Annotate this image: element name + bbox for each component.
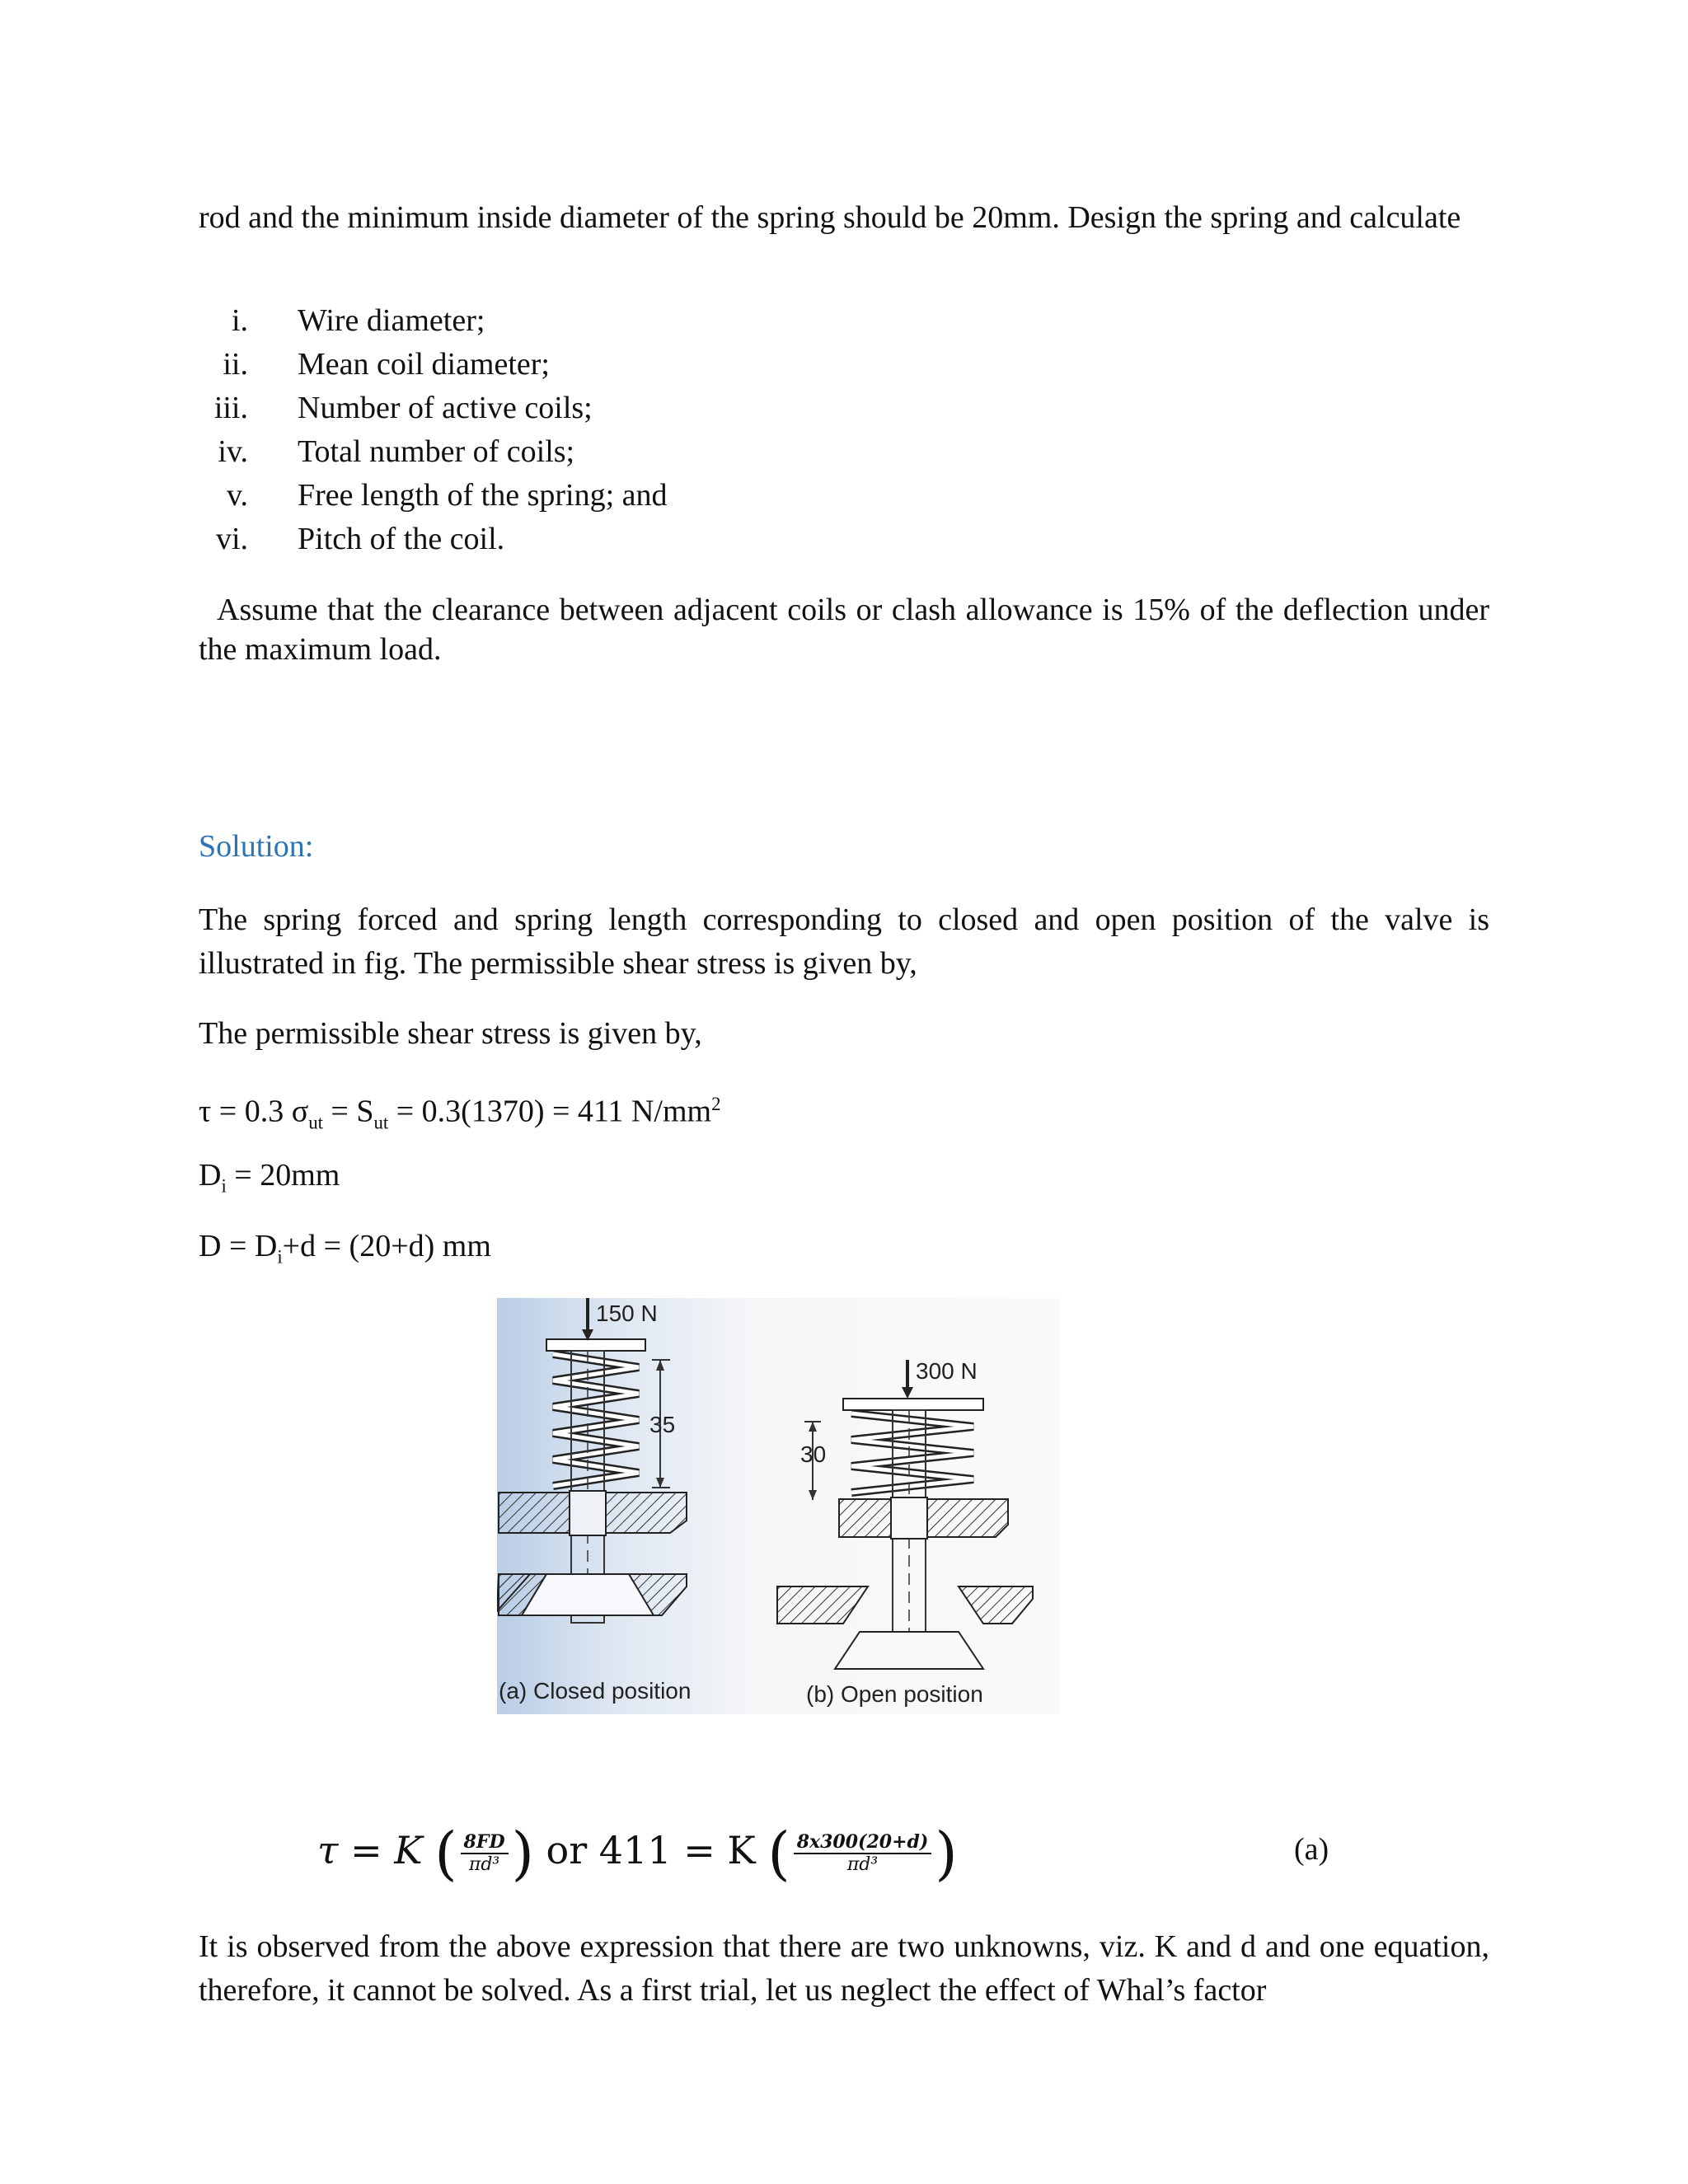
list-label: Mean coil diameter;	[298, 347, 550, 382]
list-item	[199, 387, 940, 430]
solution-paragraph: The spring forced and spring length corresponding to closed and open position of the valve is illustrated in fig. The permissible shear stress is given by,	[199, 902, 1489, 981]
eq-text: τ = 0.3 σ	[199, 1094, 309, 1129]
list-item	[199, 474, 940, 518]
caption-closed-position: (a) Closed position	[499, 1678, 692, 1704]
left-paren: (	[434, 1820, 457, 1887]
list-number: ii.	[223, 347, 248, 382]
list-number: i.	[231, 303, 248, 338]
valve-spring-figure	[497, 1298, 1059, 1714]
closing-paragraph: It is observed from the above expression that there are two unknowns, viz. K and d and one equation, therefore, it cannot be solved. As a first trial, let us neglect the effect of Whal’s factor	[199, 1929, 1489, 2008]
assumption-paragraph: Assume that the clearance between adjacent coils or clash allowance is 15% of the deflection under the maximum load.	[199, 593, 1489, 667]
eq-text: D = D	[199, 1229, 278, 1263]
list-label: Number of active coils;	[298, 391, 593, 425]
fraction-2-numerator: 8x300(20+d)	[794, 1831, 932, 1854]
eq-subscript: ut	[308, 1112, 323, 1133]
dimension-closed-label: 35	[649, 1412, 676, 1437]
eq-text: +d = (20+d) mm	[282, 1229, 491, 1263]
requirements-list	[199, 299, 940, 561]
right-paren: )	[511, 1820, 534, 1887]
list-item	[199, 518, 940, 561]
eq-text: = 0.3(1370) = 411 N/mm	[388, 1094, 712, 1129]
fraction-2	[794, 1831, 932, 1876]
eq-text: = 20mm	[226, 1158, 340, 1193]
formula-expression	[317, 1809, 958, 1895]
solution-heading: Solution:	[199, 829, 314, 864]
fraction-1	[461, 1831, 509, 1876]
solution-paragraph-2: The permissible shear stress is given by,	[199, 1016, 702, 1051]
eq-subscript: i	[277, 1246, 283, 1268]
list-item	[199, 343, 940, 387]
caption-open-position: (b) Open position	[806, 1681, 983, 1707]
figure-drawing	[497, 1298, 1059, 1714]
right-paren: )	[935, 1820, 958, 1887]
load-closed-label: 150 N	[596, 1301, 658, 1326]
formula-middle: or 411 = K	[546, 1828, 756, 1872]
fraction-2-denominator: πd³	[846, 1854, 879, 1875]
list-label: Free length of the spring; and	[298, 478, 668, 513]
list-number: iii.	[213, 391, 248, 425]
eq-superscript: 2	[711, 1094, 721, 1114]
load-open-label: 300 N	[916, 1358, 978, 1384]
inside-diameter-equation	[199, 1155, 340, 1207]
eq-subscript: ut	[373, 1112, 389, 1133]
mean-diameter-equation	[199, 1226, 491, 1277]
equation-number: (a)	[1294, 1832, 1329, 1867]
list-label: Wire diameter;	[298, 303, 485, 338]
shear-stress-equation	[199, 1085, 721, 1142]
eq-subscript: i	[221, 1175, 227, 1197]
fraction-1-denominator: πd³	[468, 1854, 500, 1875]
eq-text: D	[199, 1158, 222, 1193]
list-number: iv.	[218, 434, 248, 469]
list-item	[199, 430, 940, 474]
shear-stress-formula	[317, 1809, 1348, 1891]
formula-lhs: τ = K	[317, 1828, 423, 1872]
list-number: v.	[226, 478, 248, 513]
list-label: Total number of coils;	[298, 434, 575, 469]
intro-paragraph: rod and the minimum inside diameter of the spring should be 20mm. Design the spring and calculate	[199, 200, 1461, 235]
eq-text: = S	[322, 1094, 374, 1129]
list-number: vi.	[215, 522, 248, 556]
left-paren: (	[767, 1820, 790, 1887]
dimension-open-label: 30	[800, 1441, 827, 1467]
list-item	[199, 299, 940, 343]
fraction-1-numerator: 8FD	[461, 1831, 509, 1854]
list-label: Pitch of the coil.	[298, 522, 505, 556]
